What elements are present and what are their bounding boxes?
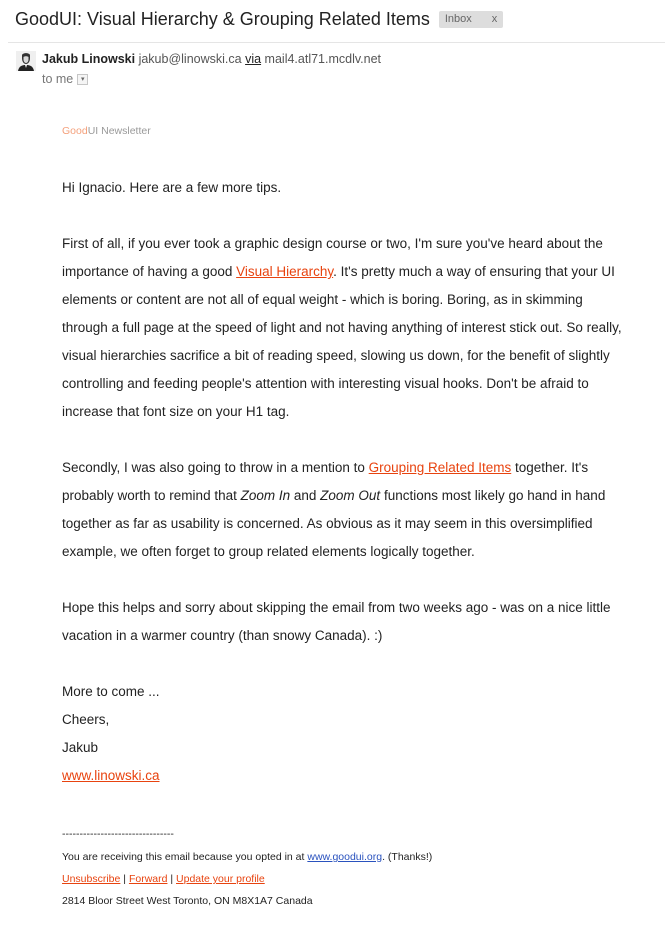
p1-text-after: . It's pretty much a way of ensuring that your UI elements or content are not all of equal weight - which is boring. Boring, as in skimming through a full page at the speed of light and not having anything of interest stick out. So really, visual hierarchies sacrifice a bit of reading speed, slowing us down, for the benefit of slightly controlling and feeding people's attention with interesting visual hooks. Don't be afraid to increase that font size on your H1 tag. xyxy=(62,264,622,419)
recipient-line xyxy=(42,72,88,86)
via-server: mail4.atl71.mcdlv.net xyxy=(264,52,382,66)
linowski-website-link[interactable]: www.linowski.ca xyxy=(62,768,160,783)
p2-text-mid1: together. It's probably worth to remind that xyxy=(62,460,589,503)
paragraph-3: Hope this helps and sorry about skipping the email from two weeks ago - was on a nice little vacation in a warmer country (than snowy Canada). :) xyxy=(62,600,611,643)
person-avatar-icon xyxy=(16,51,36,71)
remove-label-button[interactable]: x xyxy=(491,13,498,25)
grouping-related-items-link[interactable]: Grouping Related Items xyxy=(368,460,512,475)
signature xyxy=(62,678,622,790)
zoom-in-text: Zoom In xyxy=(240,488,291,503)
paragraph-2 xyxy=(62,454,622,566)
zoom-out-text: Zoom Out xyxy=(320,488,381,503)
p2-text-mid2: and xyxy=(290,488,321,503)
paragraph-grouping xyxy=(62,454,622,566)
chevron-down-icon: ▾ xyxy=(81,75,85,83)
paragraph-closing xyxy=(62,594,622,650)
optin-notice xyxy=(62,851,432,863)
sender-name[interactable]: Jakub Linowski xyxy=(42,52,136,66)
newsletter-brand xyxy=(62,125,151,137)
optin-text-after: . (Thanks!) xyxy=(382,851,433,863)
via-link[interactable]: via xyxy=(245,52,262,66)
p2-text-after: functions most likely go hand in hand together as far as usability is concerned. As obvious as it may seem in this oversimplified example, we often forget to group related elements logically together. xyxy=(62,488,606,559)
brand-good: Good xyxy=(62,125,88,137)
signature-link-line xyxy=(62,762,622,790)
header-divider xyxy=(8,42,665,43)
forward-link[interactable]: Forward xyxy=(128,873,168,885)
email-header xyxy=(15,9,503,30)
p1-text-before: First of all, if you ever took a graphic design course or two, I'm sure you've heard about the importance of having a good xyxy=(62,236,603,279)
signature-line-1: More to come ... xyxy=(62,684,160,699)
visual-hierarchy-link[interactable]: Visual Hierarchy xyxy=(236,264,334,279)
optin-text-before: You are receiving this email because you opted in at xyxy=(62,851,308,863)
signature-line-2: Cheers, xyxy=(62,712,110,727)
footer-separator: | xyxy=(167,873,177,885)
recipient-text: to me xyxy=(42,72,74,86)
brand-rest: UI Newsletter xyxy=(87,125,151,137)
greeting xyxy=(62,174,622,202)
unsubscribe-link[interactable]: Unsubscribe xyxy=(62,873,121,885)
update-profile-link[interactable]: Update your profile xyxy=(176,873,265,885)
signature-line-3: Jakub xyxy=(62,740,99,755)
avatar[interactable] xyxy=(16,51,36,71)
footer-links xyxy=(62,873,265,885)
greeting-text: Hi Ignacio. Here are a few more tips. xyxy=(62,180,282,195)
email-subject: GoodUI: Visual Hierarchy & Grouping Related Items xyxy=(15,9,430,29)
recipient-details-button[interactable] xyxy=(77,74,88,85)
sender-line xyxy=(42,52,381,66)
p2-text-before: Secondly, I was also going to throw in a mention to xyxy=(62,460,369,475)
postal-address: 2814 Bloor Street West Toronto, ON M8X1A7 Canada xyxy=(62,895,313,907)
inbox-label-text: Inbox xyxy=(444,13,472,25)
sender-email: jakub@linowski.ca xyxy=(138,52,242,66)
footer-separator: | xyxy=(120,873,129,885)
paragraph-visual-hierarchy xyxy=(62,230,622,426)
inbox-label[interactable] xyxy=(439,11,503,28)
goodui-link[interactable]: www.goodui.org xyxy=(307,851,383,863)
paragraph-1 xyxy=(62,230,622,426)
footer-divider: -------------------------------- xyxy=(62,828,174,840)
